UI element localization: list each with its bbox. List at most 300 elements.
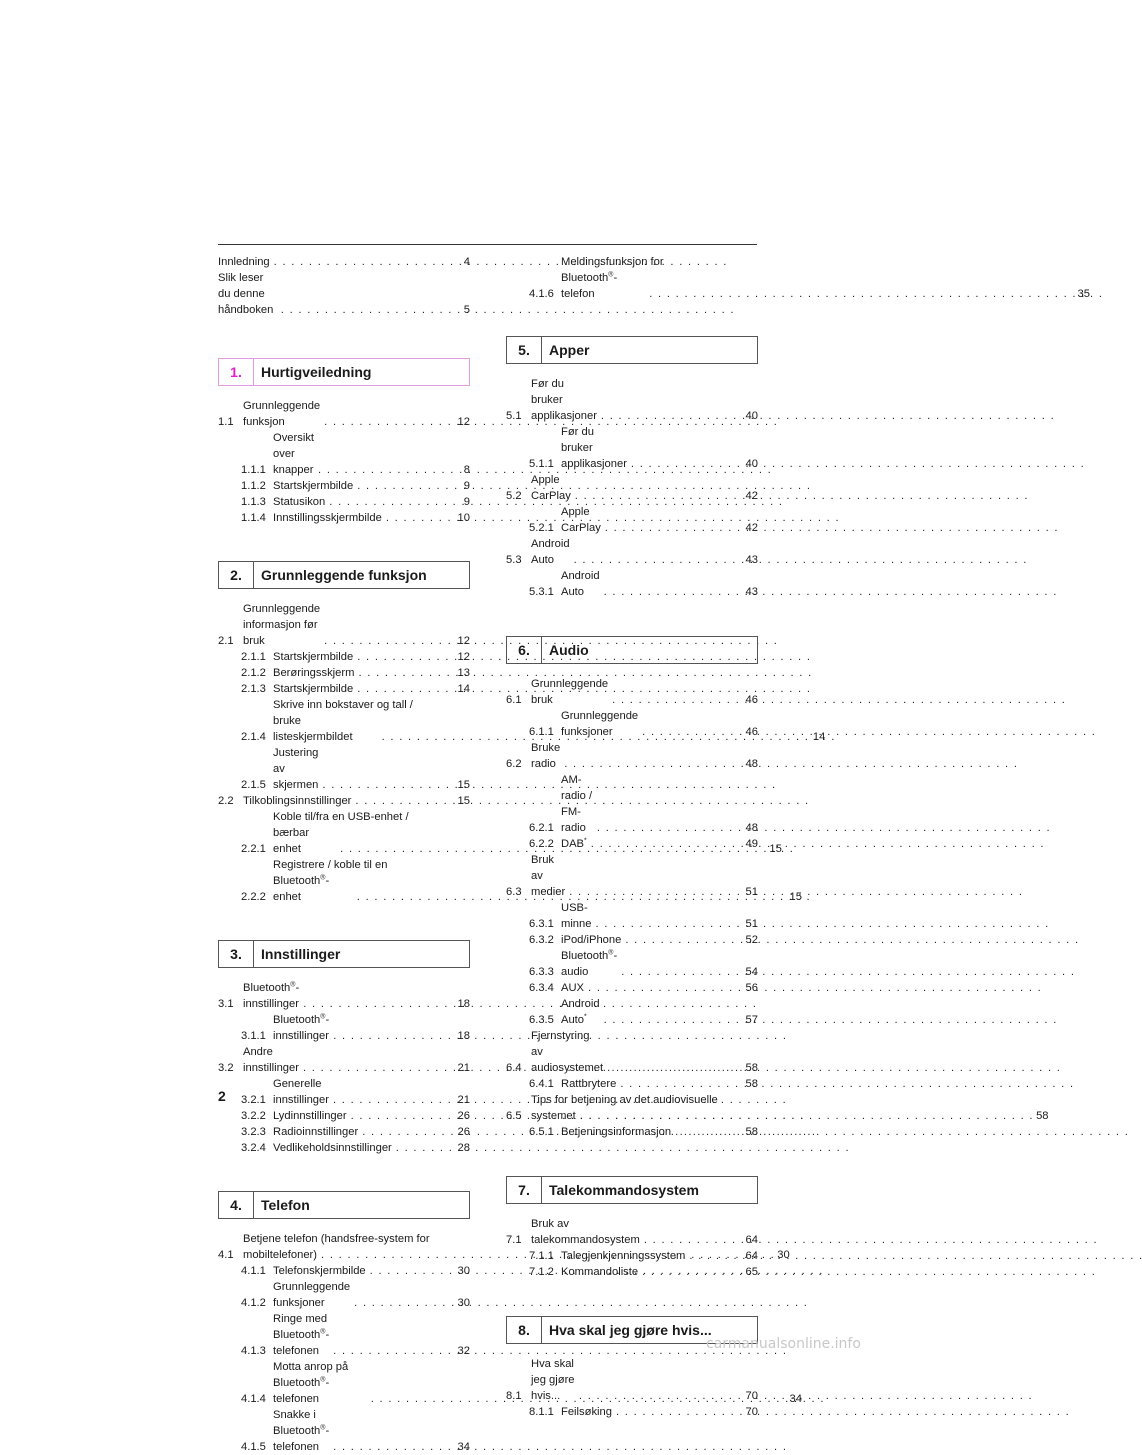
entry-text bbox=[243, 1044, 470, 1076]
entry-title: Innledning bbox=[218, 256, 270, 268]
section-number: 1. bbox=[219, 359, 254, 385]
entry-title: Før du bruker applikasjoner bbox=[561, 426, 627, 470]
toc-entry[interactable] bbox=[218, 1140, 470, 1156]
entry-title: Bruk av medier bbox=[531, 854, 566, 898]
leader-dots bbox=[303, 1060, 454, 1076]
toc-entry[interactable] bbox=[218, 430, 470, 478]
entry-text bbox=[561, 424, 758, 472]
leader-dots bbox=[318, 462, 454, 478]
section-number: 8. bbox=[507, 1317, 542, 1343]
entry-number: 3.2.1 bbox=[241, 1094, 266, 1106]
entry-title: Apple CarPlay bbox=[561, 506, 601, 534]
entry-page: 15 bbox=[457, 795, 470, 807]
section-header bbox=[506, 636, 758, 664]
entry-title: Andre innstillinger bbox=[243, 1046, 299, 1074]
toc-entry[interactable] bbox=[218, 1012, 470, 1044]
entry-text bbox=[273, 681, 470, 697]
entry-title: Grunnleggende informasjon før bruk bbox=[243, 603, 324, 647]
section-title: Apper bbox=[549, 342, 590, 358]
entry-page: 14 bbox=[812, 731, 826, 743]
entry-number: 3.1 bbox=[218, 998, 234, 1010]
leader-dots bbox=[604, 1012, 742, 1028]
section-number: 2. bbox=[219, 562, 254, 588]
entry-title: Talegjenkjenningssystem bbox=[561, 1250, 686, 1262]
leader-dots bbox=[597, 820, 742, 836]
entry-page: 43 bbox=[745, 586, 758, 598]
entry-title: Betjeningsinformasjon bbox=[561, 1126, 672, 1138]
entry-page: 13 bbox=[457, 667, 470, 679]
entry-page: 12 bbox=[457, 651, 470, 663]
entry-text bbox=[273, 745, 470, 793]
entry-page: 12 bbox=[457, 635, 470, 647]
toc-entry[interactable] bbox=[506, 996, 758, 1028]
leader-dots bbox=[357, 478, 454, 494]
entry-text bbox=[531, 536, 758, 568]
entry-text bbox=[273, 1076, 470, 1108]
entry-title-cont: Bluetooth®-enhet bbox=[273, 874, 330, 903]
entry-page: 34 bbox=[789, 1393, 802, 1405]
entry-text bbox=[243, 398, 470, 430]
leader-dots bbox=[620, 1076, 742, 1092]
toc-entry[interactable] bbox=[506, 504, 758, 536]
toc-entry[interactable] bbox=[506, 708, 758, 740]
entry-text bbox=[561, 996, 758, 1028]
watermark: carmanualsonline.info bbox=[706, 1336, 861, 1352]
section-header bbox=[218, 358, 470, 386]
entry-text bbox=[531, 1216, 758, 1248]
toc-entry[interactable] bbox=[506, 740, 758, 772]
entry-title-block bbox=[531, 1092, 1049, 1124]
entry-number: 3.2.2 bbox=[241, 1110, 266, 1122]
leader-dots bbox=[329, 494, 454, 510]
superscript-mark: ® bbox=[608, 271, 614, 279]
entry-title: Tilkoblingsinnstillinger bbox=[243, 795, 352, 807]
entry-text bbox=[561, 1264, 758, 1280]
entry-page: 46 bbox=[745, 726, 758, 738]
toc-entry[interactable] bbox=[218, 745, 470, 793]
toc-entry[interactable] bbox=[506, 836, 758, 852]
entry-number: 2.1.2 bbox=[241, 667, 266, 679]
entry-text bbox=[561, 1248, 758, 1264]
entry-text bbox=[561, 948, 758, 980]
entry-title: Telefonskjermbilde bbox=[273, 1265, 366, 1277]
entry-number: 4.1.5 bbox=[241, 1441, 266, 1453]
entry-number: 8.1 bbox=[506, 1390, 522, 1402]
entry-title: Rattbrytere bbox=[561, 1078, 617, 1090]
entry-text bbox=[561, 1124, 758, 1140]
entry-text bbox=[531, 676, 758, 708]
entry-page: 64 bbox=[745, 1250, 758, 1262]
leader-dots bbox=[689, 1248, 742, 1264]
entry-page: 15 bbox=[769, 843, 782, 855]
toc-entry[interactable] bbox=[218, 478, 470, 494]
entry-page: 8 bbox=[463, 464, 470, 476]
entry-number: 6.4.1 bbox=[529, 1078, 554, 1090]
entry-text bbox=[218, 254, 470, 270]
entry-title: Ringe med Bluetooth®-telefonen bbox=[273, 1313, 331, 1357]
section-title: Grunnleggende funksjon bbox=[261, 567, 427, 583]
entry-text bbox=[561, 708, 758, 740]
entry-title: Bluetooth®-innstillinger bbox=[243, 981, 300, 1010]
entry-page: 70 bbox=[745, 1390, 758, 1402]
toc-entry[interactable] bbox=[218, 681, 470, 697]
entry-page: 26 bbox=[457, 1110, 470, 1122]
entry-page: 15 bbox=[789, 891, 802, 903]
entry-page: 58 bbox=[1036, 1110, 1049, 1122]
entry-text bbox=[273, 478, 470, 494]
entry-text bbox=[273, 649, 470, 665]
entry-number: 4.1.1 bbox=[241, 1265, 266, 1277]
leader-dots bbox=[642, 1264, 742, 1280]
toc-entry[interactable] bbox=[218, 398, 470, 430]
superscript-mark: ® bbox=[320, 1328, 326, 1336]
entry-title-cont: Bluetooth®-telefonen bbox=[273, 1376, 330, 1405]
entry-title: Grunnleggende funksjoner bbox=[273, 1281, 354, 1309]
entry-number: 5.1 bbox=[506, 410, 522, 422]
entry-page: 21 bbox=[457, 1094, 470, 1106]
entry-number: 2.1.1 bbox=[241, 651, 266, 663]
superscript-mark: * bbox=[584, 837, 587, 845]
top-rule bbox=[218, 244, 757, 245]
leader-dots bbox=[303, 996, 454, 1012]
toc-entry[interactable] bbox=[218, 980, 470, 1012]
entry-number: 5.3 bbox=[506, 554, 522, 566]
entry-page: 40 bbox=[745, 410, 758, 422]
entry-text bbox=[561, 772, 758, 836]
section-number: 5. bbox=[507, 337, 542, 363]
entry-page: 54 bbox=[745, 966, 758, 978]
section-header bbox=[506, 1176, 758, 1204]
entry-number: 5.2.1 bbox=[529, 522, 554, 534]
entry-text bbox=[273, 1012, 470, 1044]
entry-page: 42 bbox=[745, 522, 758, 534]
section-title: Innstillinger bbox=[261, 946, 341, 962]
entry-text bbox=[273, 494, 470, 510]
toc-entry[interactable] bbox=[218, 601, 470, 649]
leader-dots bbox=[333, 1092, 454, 1108]
entry-number: 5.3.1 bbox=[529, 586, 554, 598]
toc-entry[interactable] bbox=[506, 1264, 758, 1280]
entry-text bbox=[561, 1076, 758, 1092]
toc-entry[interactable] bbox=[218, 1044, 470, 1076]
entry-page: 49 bbox=[745, 838, 758, 850]
toc-entry[interactable] bbox=[506, 1356, 758, 1404]
entry-number: 4.1.4 bbox=[241, 1393, 266, 1405]
entry-number: 6.3.3 bbox=[529, 966, 554, 978]
entry-title: USB-minne bbox=[561, 902, 592, 930]
entry-title: Før du bruker applikasjoner bbox=[531, 378, 597, 422]
section-number: 7. bbox=[507, 1177, 542, 1203]
leader-dots bbox=[324, 414, 454, 430]
entry-text bbox=[273, 510, 470, 526]
toc-entry[interactable] bbox=[506, 932, 758, 948]
leader-dots bbox=[616, 1404, 742, 1420]
entry-page: 52 bbox=[745, 934, 758, 946]
entry-page: 51 bbox=[745, 886, 758, 898]
leader-dots bbox=[357, 649, 454, 665]
toc-entry[interactable] bbox=[218, 1076, 470, 1108]
entry-number: 7.1 bbox=[506, 1234, 522, 1246]
section-title: Audio bbox=[549, 642, 589, 658]
leader-dots bbox=[595, 916, 742, 932]
entry-title: Betjene telefon (handsfree-system for bbox=[243, 1233, 430, 1245]
entry-title: Grunnleggende bruk bbox=[531, 678, 612, 706]
entry-title-cont: Bluetooth®-telefon bbox=[561, 271, 618, 300]
entry-page: 42 bbox=[745, 490, 758, 502]
entry-text bbox=[531, 1356, 758, 1404]
entry-title-block bbox=[561, 254, 1090, 302]
leader-dots bbox=[579, 1388, 742, 1404]
entry-page: 21 bbox=[457, 1062, 470, 1074]
entry-title: Bruke radio bbox=[531, 742, 564, 770]
entry-text bbox=[273, 1311, 470, 1359]
entry-title: Feilsøking bbox=[561, 1406, 612, 1418]
entry-text bbox=[531, 852, 758, 900]
toc-entry[interactable] bbox=[506, 676, 758, 708]
entry-number: 4.1.2 bbox=[241, 1297, 266, 1309]
leader-dots bbox=[351, 1108, 454, 1124]
superscript-mark: ® bbox=[290, 981, 296, 989]
leader-dots bbox=[591, 836, 742, 852]
entry-title: Bluetooth®-innstillinger bbox=[273, 1013, 330, 1042]
entry-text bbox=[561, 980, 758, 996]
leader-dots bbox=[601, 408, 742, 424]
entry-page: 65 bbox=[745, 1266, 758, 1278]
entry-page: 15 bbox=[457, 779, 470, 791]
entry-text bbox=[531, 1028, 758, 1076]
entry-text bbox=[561, 932, 758, 948]
entry-page: 26 bbox=[457, 1126, 470, 1138]
entry-number: 8.1.1 bbox=[529, 1406, 554, 1418]
toc-intro-entry[interactable] bbox=[218, 270, 470, 318]
leader-dots bbox=[569, 884, 742, 900]
entry-text bbox=[243, 980, 470, 1012]
entry-text bbox=[561, 900, 758, 932]
toc-entry[interactable] bbox=[506, 772, 758, 836]
entry-text bbox=[273, 1124, 470, 1140]
entry-page: 10 bbox=[457, 512, 470, 524]
superscript-mark: * bbox=[584, 1013, 587, 1021]
toc-entry[interactable] bbox=[506, 376, 758, 424]
toc-entry[interactable] bbox=[506, 1248, 758, 1264]
entry-title: Android Auto bbox=[561, 570, 603, 598]
entry-title: Lydinnstillinger bbox=[273, 1110, 347, 1122]
leader-dots bbox=[642, 724, 742, 740]
entry-number: 1.1.2 bbox=[241, 480, 266, 492]
toc-entry[interactable] bbox=[218, 665, 470, 681]
leader-dots bbox=[631, 456, 742, 472]
entry-title-line2 bbox=[531, 1108, 1049, 1124]
toc-entry[interactable] bbox=[506, 1028, 758, 1076]
entry-page: 48 bbox=[745, 758, 758, 770]
page-number: 2 bbox=[218, 1088, 226, 1104]
section-header bbox=[218, 940, 470, 968]
entry-title: Grunnleggende funksjon bbox=[243, 400, 324, 428]
entry-page: 64 bbox=[745, 1234, 758, 1246]
leader-dots bbox=[274, 254, 454, 270]
leader-dots bbox=[333, 1343, 454, 1359]
entry-title: Slik leser du denne håndboken bbox=[218, 272, 274, 316]
superscript-mark: ® bbox=[320, 1376, 326, 1384]
entry-page: 14 bbox=[457, 683, 470, 695]
toc-entry[interactable] bbox=[506, 900, 758, 932]
entry-number: 5.1.1 bbox=[529, 458, 554, 470]
toc-entry[interactable] bbox=[506, 472, 758, 504]
entry-text bbox=[561, 504, 758, 536]
toc-entry[interactable] bbox=[506, 948, 758, 980]
toc-entry[interactable] bbox=[506, 852, 758, 900]
toc-entry[interactable] bbox=[506, 1404, 758, 1420]
entry-number: 1.1 bbox=[218, 416, 234, 428]
toc-entry[interactable] bbox=[506, 568, 758, 600]
toc-entry[interactable] bbox=[218, 1124, 470, 1140]
entry-title-cont: bruke listeskjermbildet bbox=[273, 715, 353, 743]
leader-dots bbox=[386, 510, 454, 526]
leader-dots bbox=[362, 1124, 454, 1140]
entry-page: 40 bbox=[745, 458, 758, 470]
entry-page: 4 bbox=[463, 256, 470, 268]
leader-dots bbox=[333, 1028, 454, 1044]
entry-text bbox=[243, 793, 470, 809]
leader-dots bbox=[605, 520, 742, 536]
entry-title: Koble til/fra en USB-enhet / bbox=[273, 811, 409, 823]
entry-number: 7.1.2 bbox=[529, 1266, 554, 1278]
leader-dots bbox=[355, 793, 454, 809]
toc-entry[interactable] bbox=[218, 1108, 470, 1124]
leader-dots bbox=[333, 1439, 454, 1455]
entry-number: 2.2.2 bbox=[241, 891, 266, 903]
toc-intro-entry[interactable] bbox=[218, 254, 470, 270]
toc-entry[interactable] bbox=[506, 980, 758, 996]
entry-title: Android Auto* bbox=[561, 998, 603, 1026]
entry-page: 34 bbox=[457, 1441, 470, 1453]
section-title: Talekommandosystem bbox=[549, 1182, 699, 1198]
leader-dots bbox=[649, 286, 1074, 302]
leader-dots bbox=[612, 692, 742, 708]
superscript-mark: ® bbox=[608, 949, 614, 957]
entry-page: 43 bbox=[745, 554, 758, 566]
section-title: Hva skal jeg gjøre hvis... bbox=[549, 1322, 712, 1338]
entry-number: 6.3.4 bbox=[529, 982, 554, 994]
entry-title: Skrive inn bokstaver og tall / bbox=[273, 699, 413, 711]
entry-page: 30 bbox=[457, 1297, 470, 1309]
toc-entry[interactable] bbox=[218, 1279, 470, 1311]
entry-number: 1.1.4 bbox=[241, 512, 266, 524]
section-number: 6. bbox=[507, 637, 542, 663]
entry-title-cont: mobiltelefoner) bbox=[243, 1249, 317, 1261]
toc-entry[interactable] bbox=[506, 1092, 1049, 1124]
entry-page: 46 bbox=[745, 694, 758, 706]
entry-page: 18 bbox=[457, 998, 470, 1010]
leader-dots bbox=[604, 584, 742, 600]
toc-entry[interactable] bbox=[218, 494, 470, 510]
leader-dots bbox=[396, 1140, 454, 1156]
entry-number: 2.1 bbox=[218, 635, 234, 647]
entry-number: 6.2.2 bbox=[529, 838, 554, 850]
toc-entry[interactable] bbox=[218, 793, 470, 809]
entry-number: 2.1.5 bbox=[241, 779, 266, 791]
entry-title: Statusikon bbox=[273, 496, 326, 508]
entry-title: Generelle innstillinger bbox=[273, 1078, 329, 1106]
entry-title: Bluetooth®-audio bbox=[561, 949, 618, 978]
entry-page: 30 bbox=[777, 1249, 790, 1261]
leader-dots bbox=[281, 302, 454, 318]
entry-number: 3.2.3 bbox=[241, 1126, 266, 1138]
entry-number: 2.2.1 bbox=[241, 843, 266, 855]
entry-number: 2.1.3 bbox=[241, 683, 266, 695]
entry-title: Motta anrop på bbox=[273, 1361, 349, 1373]
entry-title: Startskjermbilde bbox=[273, 480, 354, 492]
entry-text bbox=[273, 1108, 470, 1124]
superscript-mark: ® bbox=[320, 874, 326, 882]
toc-entry[interactable] bbox=[506, 1124, 758, 1140]
entry-title: Fjernstyring av audiosystemet bbox=[531, 1030, 604, 1074]
entry-text bbox=[561, 836, 758, 852]
entry-title: Justering av skjermen bbox=[273, 747, 322, 791]
entry-page: 5 bbox=[463, 304, 470, 316]
entry-number: 3.2.4 bbox=[241, 1142, 266, 1154]
toc-entry[interactable] bbox=[218, 1407, 470, 1455]
entry-page: 32 bbox=[457, 1345, 470, 1357]
section-header bbox=[218, 1191, 470, 1219]
entry-number: 1.1.1 bbox=[241, 464, 266, 476]
toc-entry[interactable] bbox=[218, 649, 470, 665]
entry-text bbox=[561, 568, 758, 600]
toc-entry[interactable] bbox=[218, 1311, 470, 1359]
entry-page: 58 bbox=[745, 1126, 758, 1138]
entry-number: 6.5.1 bbox=[529, 1126, 554, 1138]
entry-page: 57 bbox=[745, 1014, 758, 1026]
leader-dots bbox=[574, 552, 742, 568]
leader-dots bbox=[324, 633, 454, 649]
entry-page: 35 bbox=[1077, 288, 1090, 300]
toc-entry[interactable] bbox=[506, 536, 758, 568]
leader-dots bbox=[607, 1060, 742, 1076]
toc-entry[interactable] bbox=[218, 1263, 470, 1279]
entry-title: AUX bbox=[561, 982, 585, 994]
entry-page: 58 bbox=[745, 1078, 758, 1090]
entry-number: 2.1.4 bbox=[241, 731, 266, 743]
entry-number: 2.2 bbox=[218, 795, 234, 807]
toc-entry[interactable] bbox=[506, 424, 758, 472]
leader-dots bbox=[370, 1263, 454, 1279]
section-header bbox=[506, 336, 758, 364]
entry-text bbox=[273, 1407, 470, 1455]
entry-title: Kommandoliste bbox=[561, 1266, 639, 1278]
entry-text bbox=[531, 740, 758, 772]
entry-title: Berøringsskjerm bbox=[273, 667, 355, 679]
entry-number: 6.1.1 bbox=[529, 726, 554, 738]
toc-entry[interactable] bbox=[506, 254, 1090, 302]
entry-page: 9 bbox=[463, 480, 470, 492]
leader-dots bbox=[358, 665, 454, 681]
toc-entry[interactable] bbox=[218, 510, 470, 526]
entry-number: 6.1 bbox=[506, 694, 522, 706]
entry-title: DAB* bbox=[561, 837, 587, 850]
entry-title: Registrere / koble til en bbox=[273, 859, 388, 871]
entry-title: Startskjermbilde bbox=[273, 683, 354, 695]
entry-page: 48 bbox=[745, 822, 758, 834]
entry-number: 5.2 bbox=[506, 490, 522, 502]
entry-number: 3.2 bbox=[218, 1062, 234, 1074]
entry-title: Oversikt over knapper bbox=[273, 432, 318, 476]
toc-entry[interactable] bbox=[506, 1216, 758, 1248]
entry-number: 6.2.1 bbox=[529, 822, 554, 834]
section-title: Telefon bbox=[261, 1197, 310, 1213]
toc-entry[interactable] bbox=[506, 1076, 758, 1092]
entry-number: 4.1 bbox=[218, 1249, 234, 1261]
leader-dots bbox=[357, 681, 454, 697]
